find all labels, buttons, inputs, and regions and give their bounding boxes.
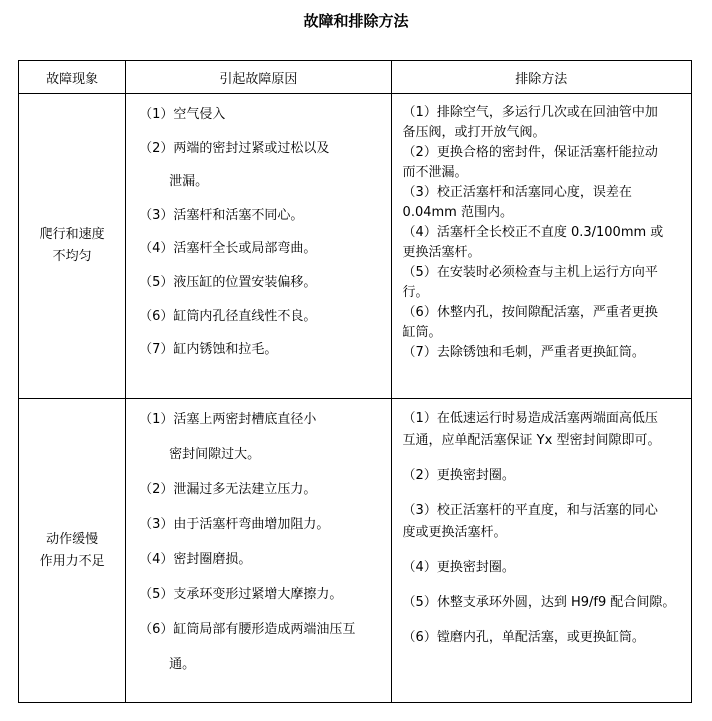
symptom-line: 不均匀	[52, 249, 92, 264]
fix-line: 而不泄漏。	[402, 165, 468, 180]
cause-line: （3）活塞杆和活塞不同心。	[139, 207, 304, 223]
cause-line: （3）由于活塞杆弯曲增加阻力。	[139, 517, 330, 532]
fix-line: 度或更换活塞杆。	[402, 525, 507, 540]
symptom-line: 作用力不足	[39, 553, 105, 569]
cause-line: 通。	[169, 657, 196, 672]
cause-line: 泄漏。	[169, 174, 209, 190]
fix-line: （2）更换密封圈。	[402, 468, 515, 483]
fix-cell	[391, 399, 691, 703]
cause-line: （1）空气侵入	[139, 107, 226, 122]
fix-line: 0.04mm 范围内。	[402, 205, 513, 220]
cause-cell	[126, 94, 391, 399]
cause-line: （2）两端的密封过紧或过松以及	[139, 140, 330, 156]
fix-cell	[391, 94, 691, 399]
fix-line: 备压阀，或打开放气阀。	[402, 125, 546, 140]
fix-line: （2）更换合格的密封件，保证活塞杆能拉动	[402, 145, 658, 160]
cause-line: （5）支承环变形过紧增大摩擦力。	[139, 587, 343, 602]
symptom-line: 动作缓慢	[46, 531, 99, 547]
fix-line: （6）休整内孔，按间隙配活塞，严重者更换	[402, 305, 658, 320]
cause-line: （4）活塞杆全长或局部弯曲。	[139, 241, 317, 257]
table-row	[19, 399, 692, 703]
cause-line: （2）泄漏过多无法建立压力。	[139, 482, 317, 497]
table-row	[19, 94, 692, 399]
cause-line: （6）缸筒局部有腰形造成两端油压互	[139, 622, 356, 637]
cause-line: （7）缸内锈蚀和拉毛。	[139, 342, 278, 358]
header-cause: 引起故障原因	[126, 61, 391, 94]
header-symptom: 故障现象	[19, 61, 126, 94]
symptom-cell	[19, 399, 126, 703]
fix-line: （6）镗磨内孔，单配活塞，或更换缸筒。	[402, 630, 645, 645]
cause-cell	[126, 399, 391, 703]
fix-line: 缸筒。	[402, 325, 442, 340]
fix-line: （5）休整支承环外圆，达到 H9/f9 配合间隙。	[402, 595, 676, 610]
fix-line: （5）在安装时必须检查与主机上运行方向平	[402, 265, 658, 280]
page-title: 故障和排除方法	[303, 12, 409, 30]
fix-line: （4）活塞杆全长校正不直度 0.3/100mm 或	[402, 225, 664, 240]
table-header-row	[19, 61, 692, 94]
cause-line: 密封间隙过大。	[169, 447, 261, 462]
cause-line: （6）缸筒内孔径直线性不良。	[139, 308, 317, 324]
fix-line: （3）校正活塞杆和活塞同心度，误差在	[402, 185, 632, 200]
fix-line: （1）排除空气，多运行几次或在回油管中加	[402, 105, 658, 120]
fault-table	[18, 60, 692, 703]
fix-line: （4）更换密封圈。	[402, 560, 515, 575]
cause-line: （4）密封圈磨损。	[139, 552, 252, 567]
fix-line: 行。	[402, 285, 429, 300]
cause-line: （1）活塞上两密封槽底直径小	[139, 412, 317, 427]
fix-line: （3）校正活塞杆的平直度，和与活塞的同心	[402, 503, 658, 518]
symptom-cell	[19, 94, 126, 399]
fix-line: （7）去除锈蚀和毛刺，严重者更换缸筒。	[402, 345, 645, 360]
symptom-line: 爬行和速度	[39, 227, 105, 242]
header-fix: 排除方法	[391, 61, 691, 94]
fix-line: 更换活塞杆。	[402, 245, 481, 260]
fix-line: 互通，应单配活塞保证 Yx 型密封间隙即可。	[402, 433, 661, 448]
cause-line: （5）液压缸的位置安装偏移。	[139, 274, 317, 290]
fix-line: （1）在低速运行时易造成活塞两端面高低压	[402, 411, 658, 426]
